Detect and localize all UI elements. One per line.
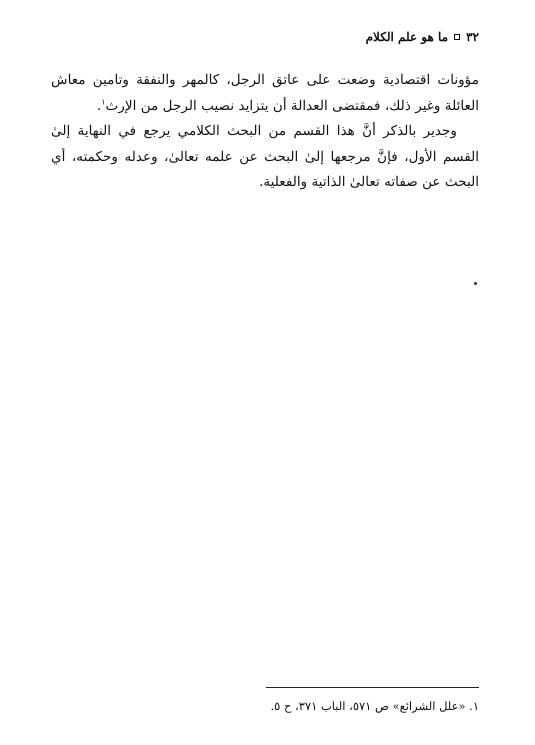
stray-dot-mark bbox=[474, 282, 477, 285]
footnote-reference: ١ bbox=[101, 96, 106, 106]
header-separator-icon bbox=[454, 34, 460, 40]
page-number: ٣٢ bbox=[466, 30, 479, 44]
footnote-divider bbox=[266, 687, 479, 688]
header-title: ما هو علم الكلام bbox=[365, 30, 449, 44]
body-text bbox=[51, 68, 479, 196]
paragraph-1-text: مؤونات اقتصادية وضعت على عاتق الرجل، كالمهر والنفقة وتامين معاش العائلة وغير ذلك، فمقتضى العدالة أن يتزايد نصيب الرجل من الإرث bbox=[51, 72, 479, 114]
paragraph-1 bbox=[51, 68, 479, 119]
running-header bbox=[366, 30, 479, 44]
footnote: ١. «علل الشرائع» ص ٥٧١، الباب ٣٧١، ح ٥. bbox=[270, 699, 479, 713]
paragraph-1-end: . bbox=[96, 97, 102, 114]
paragraph-2: وجدير بالذكر أنَّ هذا القسم من البحث الكلامي يرجع في النهاية إلىٰ القسم الأول، فإنَّ مرجعها إلىٰ البحث عن علمه تعالىٰ، وعدله وحكمته، أي البحث عن صفاته تعالىٰ الذاتية والفعلية. bbox=[51, 123, 479, 190]
